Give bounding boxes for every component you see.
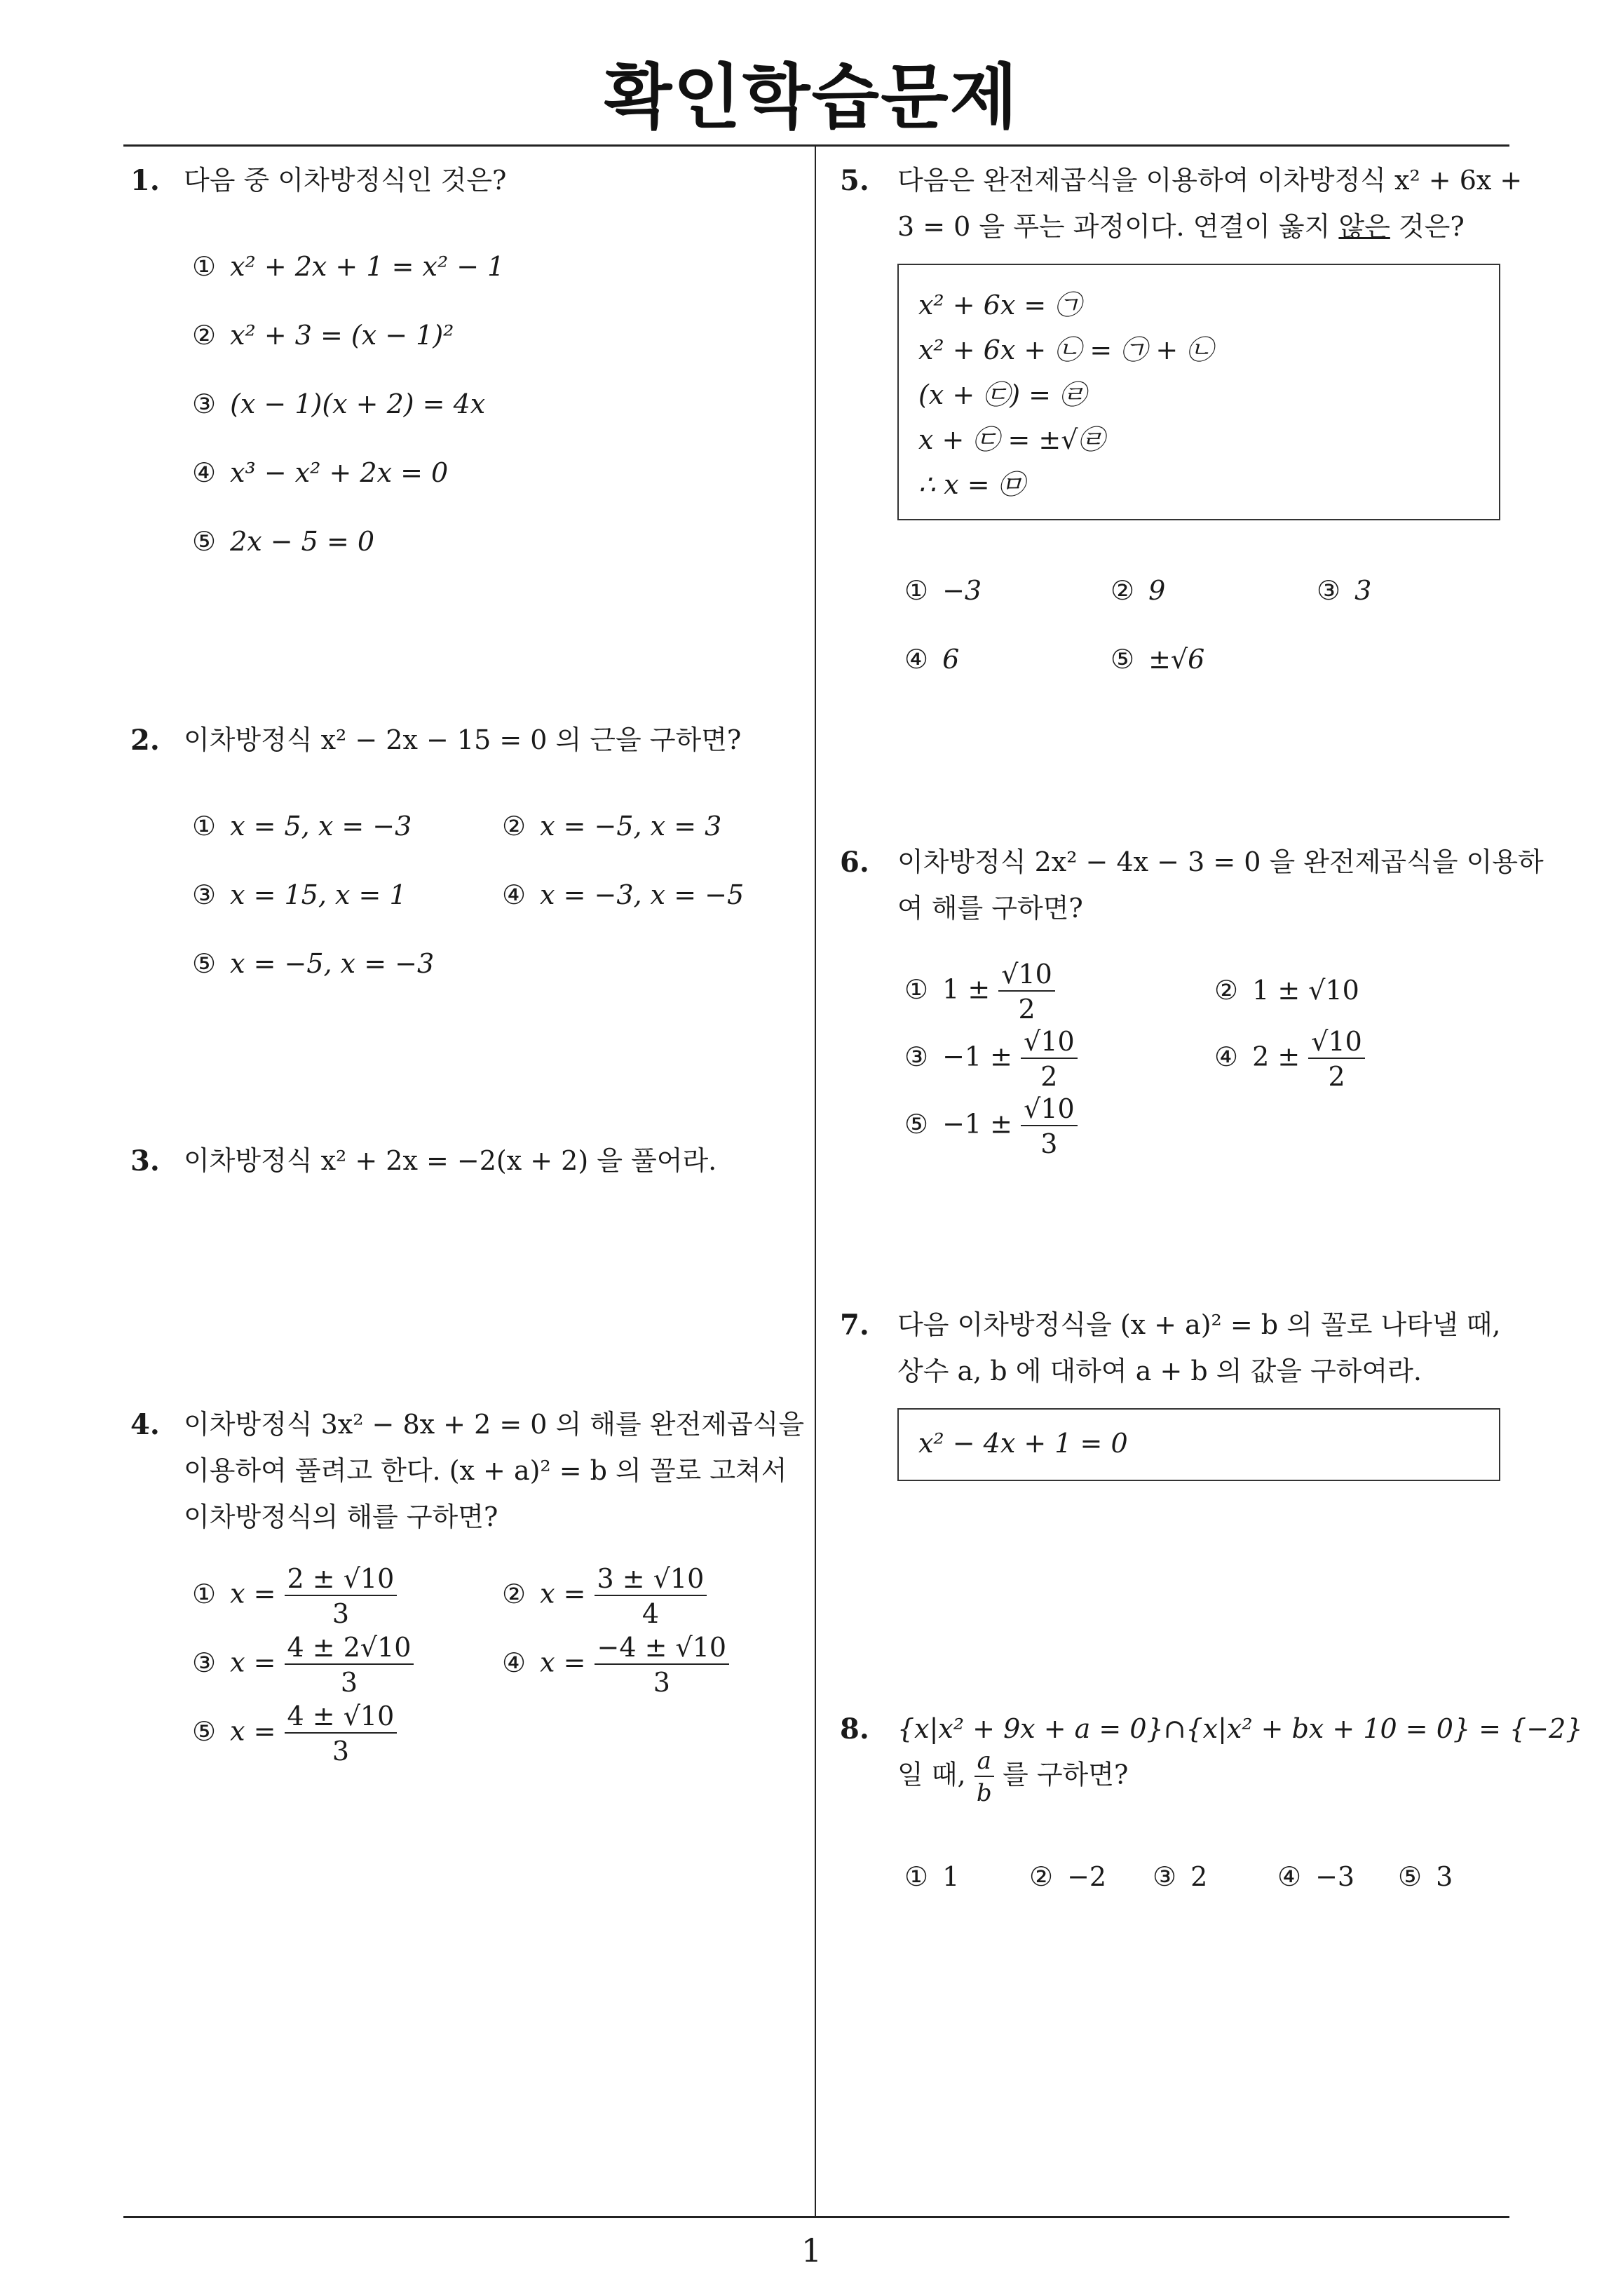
question-text-line: 이차방정식의 해를 구하면?: [184, 1501, 498, 1532]
question-text-line: 다음 이차방정식을 (x + a)² = b 의 꼴로 나타낼 때,: [897, 1309, 1501, 1340]
option[interactable]: ③ (x − 1)(x + 2) = 4x: [192, 389, 486, 419]
page-title: 확인학습문제: [604, 56, 1019, 138]
option[interactable]: ⑤ 2x − 5 = 0: [192, 526, 375, 557]
question-text-line: 상수 a, b 에 대하여 a + b 의 값을 구하여라.: [897, 1356, 1422, 1386]
option[interactable]: ⑤ 3: [1398, 1861, 1453, 1892]
option[interactable]: ③ 2: [1153, 1861, 1208, 1892]
derivation-line: x² + 6x = ㉠: [918, 290, 1082, 320]
question-text-line: 다음은 완전제곱식을 이용하여 이차방정식 x² + 6x +: [897, 165, 1523, 196]
option[interactable]: ① x = 5, x = −3: [192, 811, 412, 842]
derivation-line: (x + ㉢) = ㉣: [918, 379, 1087, 410]
question-text-line: 이차방정식 3x² − 8x + 2 = 0 의 해를 완전제곱식을: [184, 1409, 805, 1440]
equation: x² − 4x + 1 = 0: [918, 1428, 1128, 1459]
option[interactable]: ① 1 ± $\frac{√10}{2}$: [904, 961, 1055, 1022]
question-text: 다음 중 이차방정식인 것은?: [184, 165, 507, 196]
option[interactable]: ② −2: [1029, 1861, 1107, 1892]
question-text: 이차방정식 x² + 2x = −2(x + 2) 을 풀어라.: [184, 1145, 717, 1176]
option[interactable]: ⑤ ±√6: [1111, 644, 1205, 675]
option[interactable]: ③ 3: [1317, 575, 1372, 606]
question-number: 4.: [130, 1408, 160, 1441]
option[interactable]: ⑤ x = $\frac{4 \pm √10}{3}$: [192, 1703, 397, 1764]
option[interactable]: ② x = −5, x = 3: [502, 811, 722, 842]
question-text-line: 여 해를 구하면?: [897, 893, 1083, 924]
question-text-line: 3 = 0 을 푸는 과정이다. 연결이 옳지 않은 것은?: [897, 211, 1465, 242]
derivation-line: x + ㉢ = ±√㉣: [918, 424, 1105, 455]
option[interactable]: ③ −1 ± $\frac{√10}{2}$: [904, 1028, 1078, 1090]
question-number: 7.: [840, 1309, 869, 1342]
question-text-line: {x|x² + 9x + a = 0}∩{x|x² + bx + 10 = 0} = {−2}: [897, 1713, 1583, 1744]
option[interactable]: ④ x³ − x² + 2x = 0: [192, 457, 449, 488]
question-text: 이차방정식 x² − 2x − 15 = 0 의 근을 구하면?: [184, 724, 742, 755]
question-number: 5.: [840, 164, 869, 197]
question-number: 1.: [130, 164, 160, 197]
option[interactable]: ③ x = $\frac{4 \pm 2√10}{3}$: [192, 1634, 414, 1696]
option[interactable]: ① 1: [904, 1861, 960, 1892]
option[interactable]: ② x² + 3 = (x − 1)²: [192, 320, 454, 351]
question-text-line: 이용하여 풀려고 한다. (x + a)² = b 의 꼴로 고쳐서: [184, 1455, 787, 1486]
option[interactable]: ④ 2 ± $\frac{√10}{2}$: [1214, 1028, 1365, 1090]
question-number: 6.: [840, 846, 869, 879]
question-text-line: 일 때, $\frac{a}{b}$ 를 구하면?: [897, 1747, 1129, 1807]
column-divider: [815, 144, 816, 2216]
option[interactable]: ⑤ −1 ± $\frac{√10}{3}$: [904, 1095, 1078, 1157]
option[interactable]: ③ x = 15, x = 1: [192, 879, 407, 910]
option[interactable]: ② 9: [1111, 575, 1166, 606]
question-number: 3.: [130, 1144, 160, 1177]
option[interactable]: ④ x = $\frac{-4 \pm √10}{3}$: [502, 1634, 729, 1696]
question-number: 2.: [130, 724, 160, 757]
option[interactable]: ① x = $\frac{2 \pm √10}{3}$: [192, 1565, 397, 1627]
option[interactable]: ⑤ x = −5, x = −3: [192, 948, 435, 979]
option[interactable]: ② x = $\frac{3 \pm √10}{4}$: [502, 1565, 707, 1627]
footer-divider: [123, 2216, 1509, 2218]
question-text-line: 이차방정식 2x² − 4x − 3 = 0 을 완전제곱식을 이용하: [897, 846, 1544, 877]
option[interactable]: ① x² + 2x + 1 = x² − 1: [192, 251, 505, 282]
option[interactable]: ② 1 ± √10: [1214, 975, 1359, 1006]
option[interactable]: ④ x = −3, x = −5: [502, 879, 745, 910]
option[interactable]: ④ −3: [1277, 1861, 1355, 1892]
option[interactable]: ④ 6: [904, 644, 960, 675]
page-number: 1: [801, 2231, 822, 2269]
derivation-line: x² + 6x + ㉡ = ㉠ + ㉡: [918, 335, 1214, 365]
option[interactable]: ① −3: [904, 575, 982, 606]
header-divider: [123, 144, 1509, 147]
question-number: 8.: [840, 1713, 869, 1745]
derivation-line: ∴ x = ㉤: [918, 469, 1025, 500]
